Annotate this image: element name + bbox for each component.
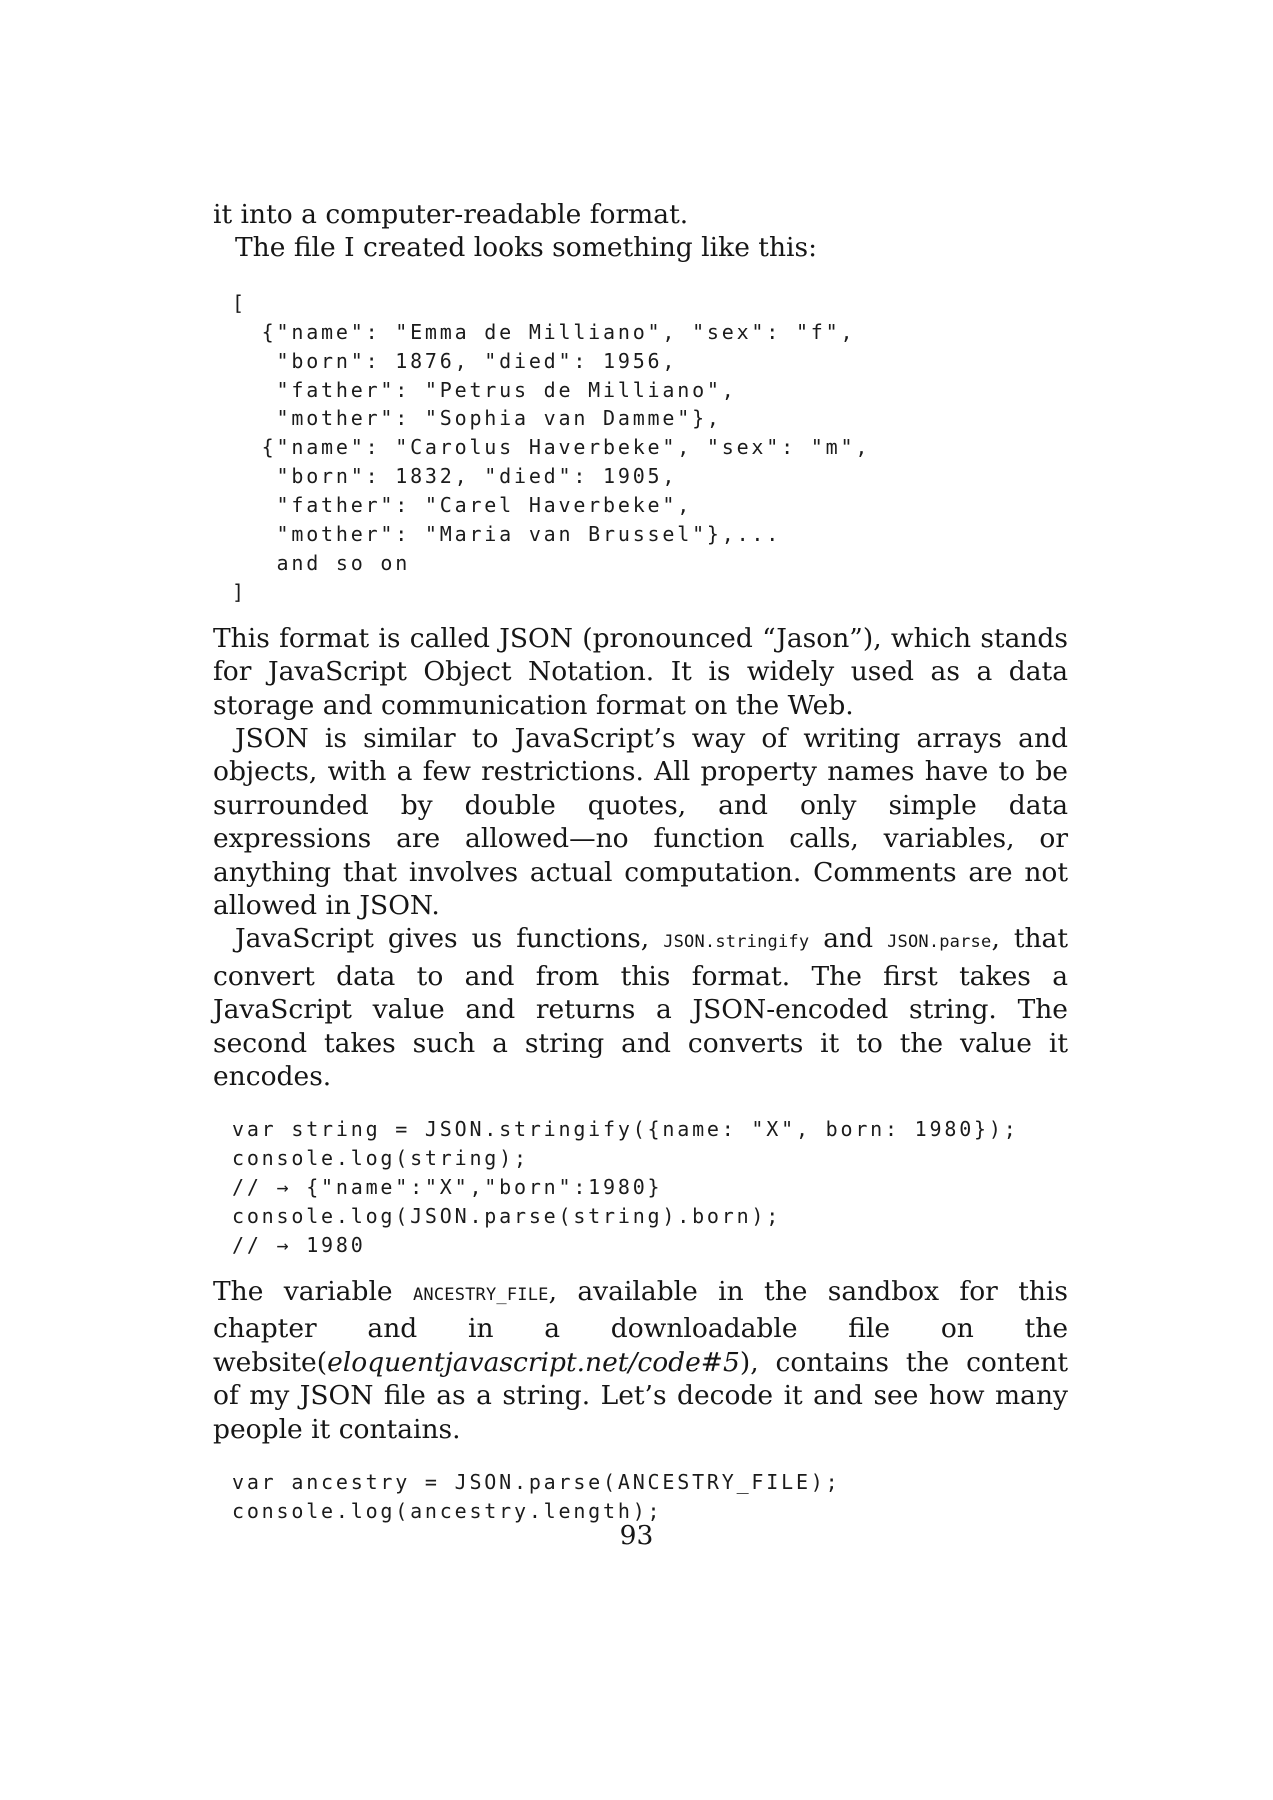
code-line: "father": "Carel Haverbeke", — [232, 493, 693, 518]
paragraph-ancestry — [213, 1275, 1068, 1446]
code-line: "born": 1832, "died": 1905, — [232, 464, 678, 489]
text-run: ), contains the content of my JSON file as a string. Let’s decode it and see how many people it contains. — [213, 1346, 1068, 1445]
inline-code-ancestry-file: ANCESTRY_FILE — [412, 1285, 549, 1305]
code-line: "mother": "Maria van Brussel"},... — [232, 522, 782, 547]
code-line: "born": 1876, "died": 1956, — [232, 348, 678, 373]
code-line: // → {"name":"X","born":1980} — [232, 1175, 663, 1200]
paragraph-restrictions: JSON is similar to JavaScript’s way of writing arrays and objects, with a few restrictions. All property names have to be surrounded by double quotes, and only simple data expressions are allowed—no function calls, variables, or anything that involves actual computation. Comments are not allowed in JSON. — [213, 723, 1068, 922]
intro — [213, 198, 1068, 265]
website-link[interactable]: eloquentjavascript.net/code#5 — [327, 1346, 740, 1378]
code-line: console.log(string); — [232, 1146, 529, 1171]
code-line: {"name": "Emma de Milliano", "sex": "f", — [232, 319, 856, 344]
body-text — [213, 622, 1068, 1094]
code-line: [ — [232, 290, 247, 315]
page-number: 93 — [619, 1520, 654, 1551]
text-run: The variable — [213, 1276, 413, 1307]
inline-code-json-parse: JSON.parse — [887, 932, 992, 953]
json-example-code — [213, 289, 1068, 607]
code-line: console.log(JSON.parse(string).born); — [232, 1204, 782, 1229]
code-line: console.log(ancestry.length); — [232, 1498, 663, 1523]
text-run: , available in the sandbox for this chapter and in a downloadable file on the website( — [213, 1276, 1068, 1378]
ancestry-text — [213, 1275, 1068, 1446]
inline-code-json-stringify: JSON.stringify — [663, 932, 810, 953]
paragraph-functions — [213, 922, 1068, 1093]
text-run: and — [809, 923, 888, 955]
page-content — [213, 198, 1068, 1526]
stringify-example-code — [213, 1115, 1068, 1260]
intro-line-2: The file I created looks something like this: — [235, 232, 818, 264]
paragraph-json-intro: This format is called JSON (pronounced “Jason”), which stands for JavaScript Object Notation. It is widely used as a data storage and communication format on the Web. — [213, 622, 1068, 721]
code-line: {"name": "Carolus Haverbeke", "sex": "m", — [232, 435, 871, 460]
code-line: "father": "Petrus de Milliano", — [232, 377, 737, 402]
code-line: ] — [232, 579, 247, 604]
code-line: var string = JSON.stringify({name: "X", born: 1980}); — [232, 1117, 1019, 1142]
code-line: var ancestry = JSON.parse(ANCESTRY_FILE); — [232, 1470, 841, 1495]
ancestry-example-code — [213, 1468, 1068, 1526]
code-line: and so on — [232, 550, 411, 575]
code-line: "mother": "Sophia van Damme"}, — [232, 406, 722, 431]
text-run: , that convert data to and from this format. The first takes a JavaScript value and returns a JSON-encoded string. The second takes such a string and converts it to the value it encodes. — [213, 923, 1069, 1093]
text-run: JavaScript gives us functions, — [235, 923, 664, 955]
intro-line-1: it into a computer-readable format. — [213, 199, 689, 230]
code-line: // → 1980 — [232, 1233, 366, 1258]
